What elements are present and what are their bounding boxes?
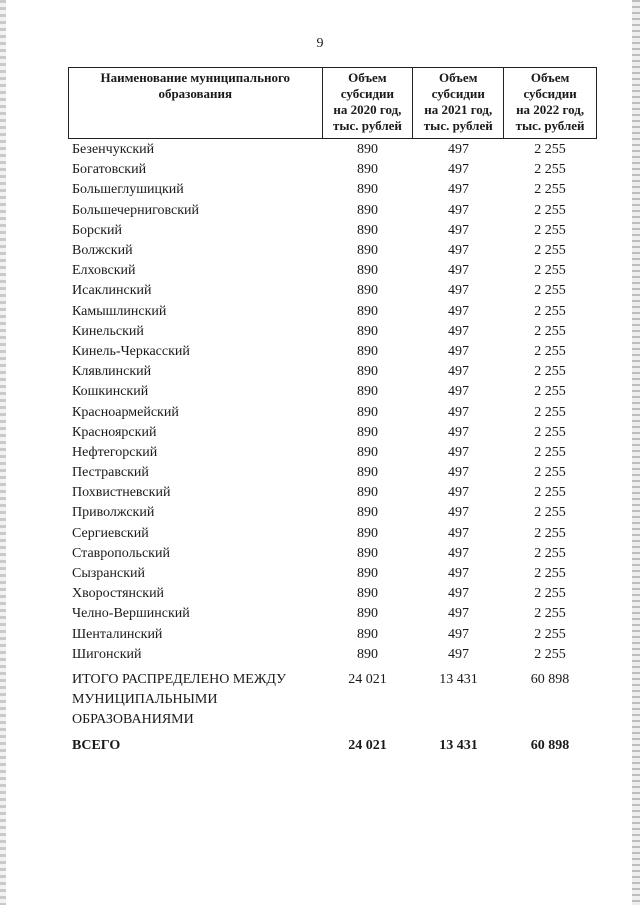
subsidy-2022: 2 255 [534, 243, 566, 259]
subsidy-2020: 890 [357, 424, 378, 440]
subsidy-2020: 890 [357, 222, 378, 238]
table-row [68, 261, 597, 281]
subsidy-2020: 890 [357, 505, 378, 521]
subsidy-2022: 2 255 [534, 142, 566, 158]
subsidy-2022: 2 255 [534, 646, 566, 662]
municipality-name: Шигонский [72, 646, 142, 662]
subsidy-2022: 2 255 [534, 626, 566, 642]
header-subsidy-2021: Объем субсидии на 2021 год, тыс. рублей [413, 68, 504, 138]
grand-total-2020: 24 021 [348, 738, 387, 753]
municipality-name: Камышлинский [72, 303, 167, 319]
subsidy-2020: 890 [357, 384, 378, 400]
table-row [68, 503, 597, 523]
subsidy-2021: 497 [448, 566, 469, 582]
municipality-name: Сызранский [72, 566, 145, 582]
subsidy-2020: 890 [357, 263, 378, 279]
subsidy-2021: 497 [448, 162, 469, 178]
table-row [68, 443, 597, 463]
subsidy-2021: 497 [448, 505, 469, 521]
subsidy-2021: 497 [448, 142, 469, 158]
subsidy-2020: 890 [357, 606, 378, 622]
subsidy-2020: 890 [357, 303, 378, 319]
table-row [68, 140, 597, 160]
subsidy-2022: 2 255 [534, 606, 566, 622]
table-row [68, 362, 597, 382]
table-row [68, 463, 597, 483]
subsidy-2020: 890 [357, 626, 378, 642]
table-row [68, 160, 597, 180]
subsidy-2022: 2 255 [534, 283, 566, 299]
subsidy-2022: 2 255 [534, 182, 566, 198]
header-subsidy-2022: Объем субсидии на 2022 год, тыс. рублей [515, 70, 585, 133]
municipality-name: Кошкинский [72, 384, 149, 400]
municipality-name: Нефтегорский [72, 444, 158, 460]
subsidy-2020: 890 [357, 465, 378, 481]
total-distributed-2020: 24 021 [348, 672, 387, 687]
table-body [68, 140, 597, 665]
total-distributed-row [68, 670, 597, 730]
table-row [68, 524, 597, 544]
subsidy-2020: 890 [357, 545, 378, 561]
table-header [68, 67, 597, 139]
subsidy-2022: 2 255 [534, 303, 566, 319]
municipality-name: Большеглушицкий [72, 182, 184, 198]
municipality-name: Борский [72, 222, 123, 238]
subsidy-2022: 2 255 [534, 505, 566, 521]
subsidy-2020: 890 [357, 343, 378, 359]
subsidy-2022: 2 255 [534, 263, 566, 279]
municipality-name: Клявлинский [72, 364, 152, 380]
table-row [68, 382, 597, 402]
subsidy-2022: 2 255 [534, 465, 566, 481]
municipality-name: Ставропольский [72, 545, 170, 561]
subsidy-2022: 2 255 [534, 222, 566, 238]
page-number: 9 [316, 36, 324, 51]
scan-edge-left [0, 0, 6, 905]
subsidy-2022: 2 255 [534, 323, 566, 339]
total-distributed-2021: 13 431 [439, 672, 478, 687]
subsidy-2020: 890 [357, 444, 378, 460]
municipality-name: Исаклинский [72, 283, 152, 299]
municipality-name: Сергиевский [72, 525, 149, 541]
table-row [68, 322, 597, 342]
municipality-name: Приволжский [72, 505, 155, 521]
table-row [68, 281, 597, 301]
municipality-name: Шенталинский [72, 626, 163, 642]
subsidy-2021: 497 [448, 222, 469, 238]
subsidy-2021: 497 [448, 646, 469, 662]
subsidy-2022: 2 255 [534, 364, 566, 380]
municipality-name: Красноярский [72, 424, 157, 440]
subsidy-2022: 2 255 [534, 343, 566, 359]
subsidy-2021: 497 [448, 323, 469, 339]
subsidy-2022: 2 255 [534, 384, 566, 400]
subsidy-2020: 890 [357, 525, 378, 541]
municipality-name: Челно-Вершинский [72, 606, 190, 622]
table-row [68, 180, 597, 200]
subsidy-2020: 890 [357, 142, 378, 158]
municipality-name: Похвистневский [72, 485, 171, 501]
subsidy-2021: 497 [448, 424, 469, 440]
subsidy-2022: 2 255 [534, 404, 566, 420]
subsidy-2022: 2 255 [534, 545, 566, 561]
municipality-name: Волжский [72, 243, 133, 259]
table-row [68, 402, 597, 422]
subsidy-2021: 497 [448, 626, 469, 642]
subsidy-2021: 497 [448, 525, 469, 541]
subsidy-2021: 497 [448, 606, 469, 622]
subsidy-2021: 497 [448, 404, 469, 420]
subsidy-2020: 890 [357, 566, 378, 582]
subsidy-2021: 497 [448, 283, 469, 299]
subsidy-2020: 890 [357, 182, 378, 198]
table-row [68, 423, 597, 443]
table-row [68, 584, 597, 604]
table-row [68, 342, 597, 362]
subsidy-2022: 2 255 [534, 586, 566, 602]
subsidy-2021: 497 [448, 182, 469, 198]
subsidy-2022: 2 255 [534, 162, 566, 178]
table-row [68, 201, 597, 221]
table-row [68, 564, 597, 584]
subsidy-2022: 2 255 [534, 444, 566, 460]
grand-total-row [68, 736, 597, 756]
subsidy-2021: 497 [448, 444, 469, 460]
subsidy-2021: 497 [448, 343, 469, 359]
municipality-name: Большечерниговский [72, 202, 200, 218]
municipality-name: Красноармейский [72, 404, 179, 420]
municipality-name: Кинельский [72, 323, 144, 339]
subsidy-2021: 497 [448, 243, 469, 259]
subsidy-2021: 497 [448, 364, 469, 380]
municipality-name: Богатовский [72, 162, 147, 178]
municipality-name: Кинель-Черкасский [72, 343, 190, 359]
subsidy-2020: 890 [357, 283, 378, 299]
table-row [68, 302, 597, 322]
table-row [68, 604, 597, 624]
municipality-name: Пестравский [72, 465, 149, 481]
subsidy-2022: 2 255 [534, 202, 566, 218]
subsidy-2021: 497 [448, 202, 469, 218]
municipality-name: Хворостянский [72, 586, 165, 602]
subsidy-2021: 497 [448, 545, 469, 561]
table-row [68, 544, 597, 564]
municipality-name: Безенчукский [72, 142, 155, 158]
subsidy-2020: 890 [357, 485, 378, 501]
header-municipality: Наименование муниципального образования [69, 68, 323, 138]
subsidy-2022: 2 255 [534, 424, 566, 440]
total-distributed-label: ИТОГО РАСПРЕДЕЛЕНО МЕЖДУ МУНИЦИПАЛЬНЫМИ ОБРАЗОВАНИЯМИ [72, 672, 286, 727]
grand-total-2021: 13 431 [439, 738, 478, 753]
subsidy-2020: 890 [357, 202, 378, 218]
subsidy-2020: 890 [357, 162, 378, 178]
grand-total-label: ВСЕГО [72, 738, 121, 753]
table-row [68, 241, 597, 261]
subsidy-2020: 890 [357, 364, 378, 380]
table-row [68, 221, 597, 241]
municipality-name: Елховский [72, 263, 136, 279]
subsidy-2021: 497 [448, 303, 469, 319]
total-distributed-2022: 60 898 [530, 672, 570, 687]
subsidy-2020: 890 [357, 404, 378, 420]
subsidy-2021: 497 [448, 485, 469, 501]
subsidy-2020: 890 [357, 646, 378, 662]
header-subsidy-2020: Объем субсидии на 2020 год, тыс. рублей [323, 68, 414, 138]
table-row [68, 625, 597, 645]
subsidy-2021: 497 [448, 465, 469, 481]
subsidy-2021: 497 [448, 586, 469, 602]
table-row [68, 483, 597, 503]
subsidy-2020: 890 [357, 323, 378, 339]
subsidy-2022: 2 255 [534, 566, 566, 582]
subsidy-2021: 497 [448, 263, 469, 279]
subsidy-2020: 890 [357, 586, 378, 602]
grand-total-2022: 60 898 [530, 738, 570, 753]
scan-edge-right [632, 0, 640, 905]
table-row [68, 645, 597, 665]
subsidy-2021: 497 [448, 384, 469, 400]
subsidy-2022: 2 255 [534, 525, 566, 541]
subsidy-2020: 890 [357, 243, 378, 259]
subsidy-2022: 2 255 [534, 485, 566, 501]
